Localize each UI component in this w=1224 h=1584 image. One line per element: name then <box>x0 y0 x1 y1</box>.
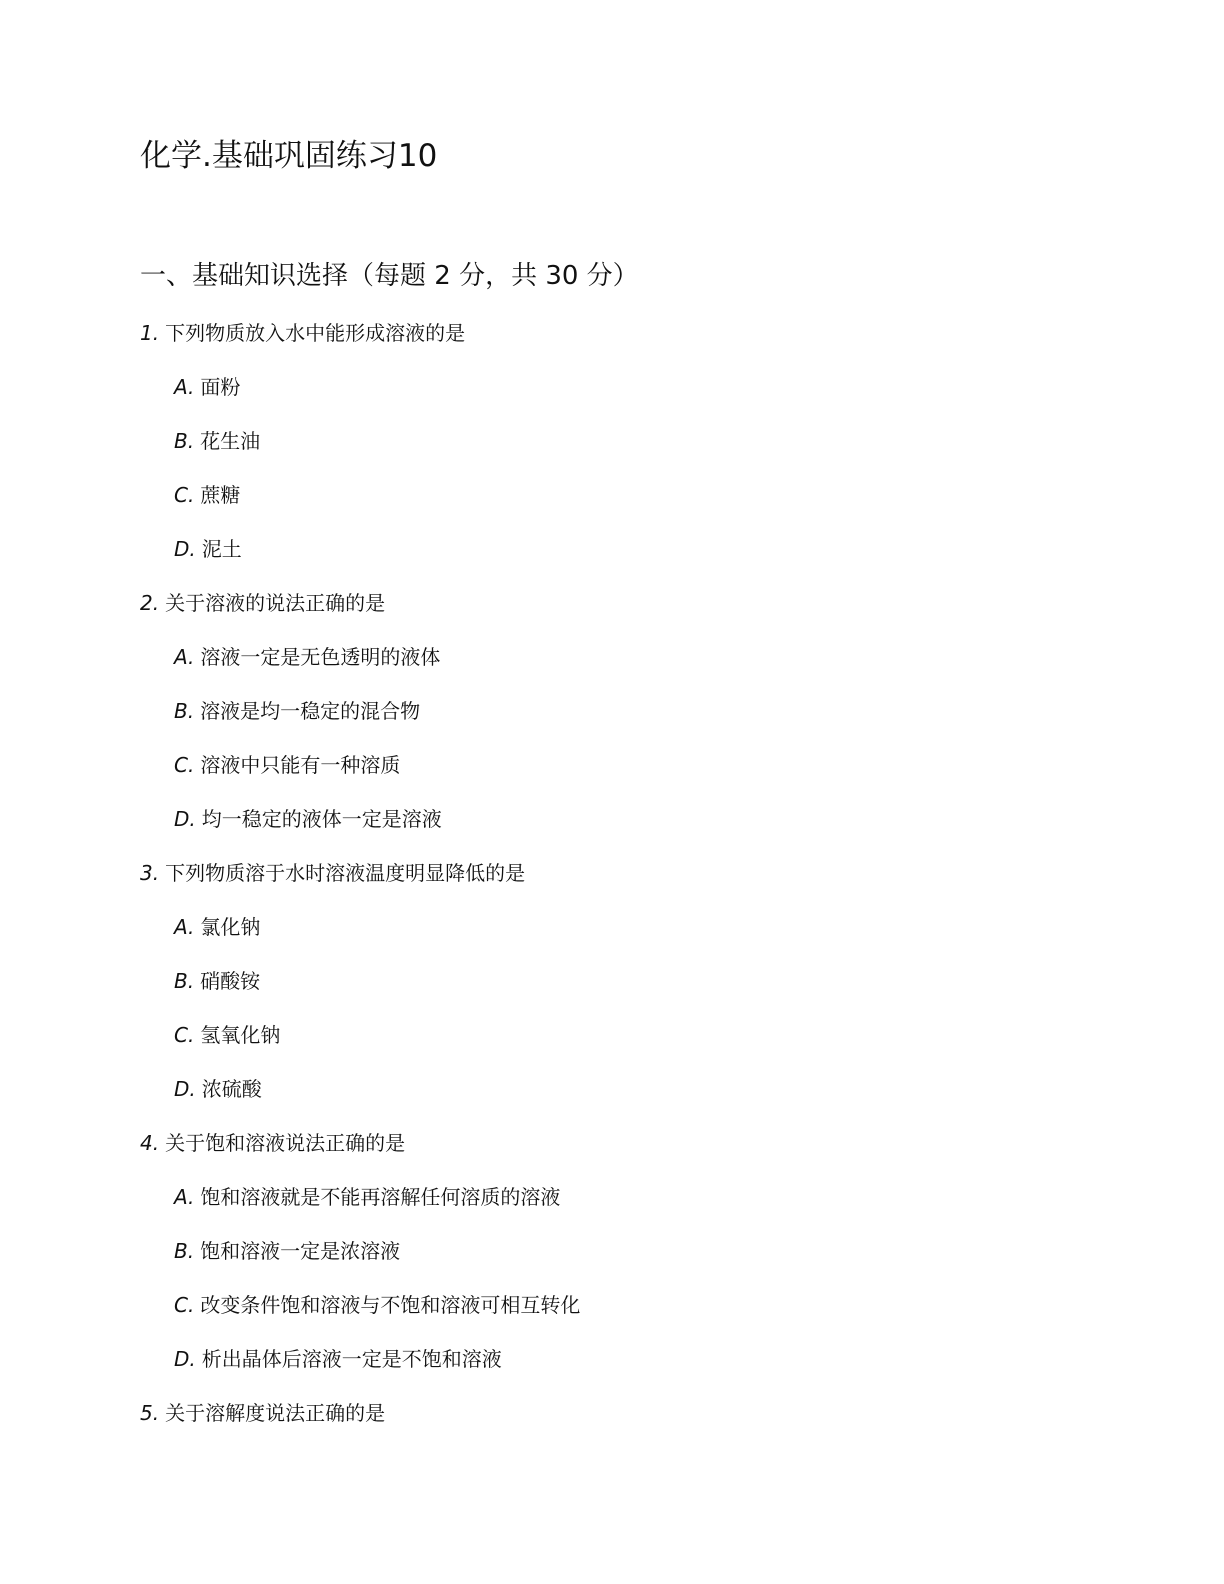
option-2-a <box>174 642 440 672</box>
question-number: 4. <box>140 1131 160 1155</box>
option-letter: C. <box>174 1293 195 1317</box>
option-1-a <box>174 372 240 402</box>
option-4-b <box>174 1236 400 1266</box>
option-1-d <box>174 534 242 564</box>
question-2 <box>140 588 385 618</box>
option-letter: B. <box>174 429 195 453</box>
option-text: 溶液一定是无色透明的液体 <box>200 645 441 669</box>
option-letter: A. <box>174 1185 195 1209</box>
option-text: 蔗糖 <box>200 483 241 507</box>
option-text: 溶液是均一稳定的混合物 <box>200 699 421 723</box>
option-text: 氢氧化钠 <box>200 1023 281 1047</box>
question-text: 下列物质放入水中能形成溶液的是 <box>165 321 466 345</box>
option-text: 面粉 <box>200 375 241 399</box>
option-letter: C. <box>174 753 195 777</box>
option-text: 析出晶体后溶液一定是不饱和溶液 <box>201 1347 502 1371</box>
option-1-b <box>174 426 260 456</box>
question-3 <box>140 858 525 888</box>
question-4 <box>140 1128 405 1158</box>
option-2-c <box>174 750 400 780</box>
document-title: 化学.基础巩固练习10 <box>140 138 438 174</box>
option-1-c <box>174 480 240 510</box>
option-text: 改变条件饱和溶液与不饱和溶液可相互转化 <box>200 1293 581 1317</box>
option-letter: A. <box>174 915 195 939</box>
option-text: 饱和溶液一定是浓溶液 <box>200 1239 401 1263</box>
option-text: 泥土 <box>201 537 242 561</box>
option-letter: C. <box>174 1023 195 1047</box>
option-letter: B. <box>174 969 195 993</box>
option-4-c <box>174 1290 580 1320</box>
option-text: 氯化钠 <box>200 915 261 939</box>
question-text: 关于溶液的说法正确的是 <box>165 591 386 615</box>
question-5 <box>140 1398 385 1428</box>
option-letter: D. <box>174 537 196 561</box>
option-3-c <box>174 1020 280 1050</box>
option-text: 饱和溶液就是不能再溶解任何溶质的溶液 <box>200 1185 561 1209</box>
option-3-b <box>174 966 260 996</box>
option-text: 浓硫酸 <box>201 1077 262 1101</box>
option-letter: D. <box>174 807 196 831</box>
option-letter: A. <box>174 645 195 669</box>
question-1 <box>140 318 465 348</box>
option-letter: D. <box>174 1077 196 1101</box>
option-text: 硝酸铵 <box>200 969 261 993</box>
option-3-a <box>174 912 260 942</box>
question-text: 关于溶解度说法正确的是 <box>165 1401 386 1425</box>
question-number: 5. <box>140 1401 160 1425</box>
option-letter: B. <box>174 699 195 723</box>
section-heading: 一、基础知识选择（每题 2 分，共 30 分） <box>140 261 639 291</box>
option-letter: C. <box>174 483 195 507</box>
option-2-b <box>174 696 420 726</box>
question-number: 2. <box>140 591 160 615</box>
question-number: 1. <box>140 321 160 345</box>
option-text: 均一稳定的液体一定是溶液 <box>201 807 442 831</box>
question-text: 关于饱和溶液说法正确的是 <box>165 1131 406 1155</box>
option-text: 溶液中只能有一种溶质 <box>200 753 401 777</box>
option-4-d <box>174 1344 502 1374</box>
option-2-d <box>174 804 442 834</box>
option-letter: B. <box>174 1239 195 1263</box>
option-letter: A. <box>174 375 195 399</box>
question-text: 下列物质溶于水时溶液温度明显降低的是 <box>165 861 526 885</box>
option-text: 花生油 <box>200 429 261 453</box>
question-number: 3. <box>140 861 160 885</box>
option-4-a <box>174 1182 560 1212</box>
option-3-d <box>174 1074 262 1104</box>
option-letter: D. <box>174 1347 196 1371</box>
